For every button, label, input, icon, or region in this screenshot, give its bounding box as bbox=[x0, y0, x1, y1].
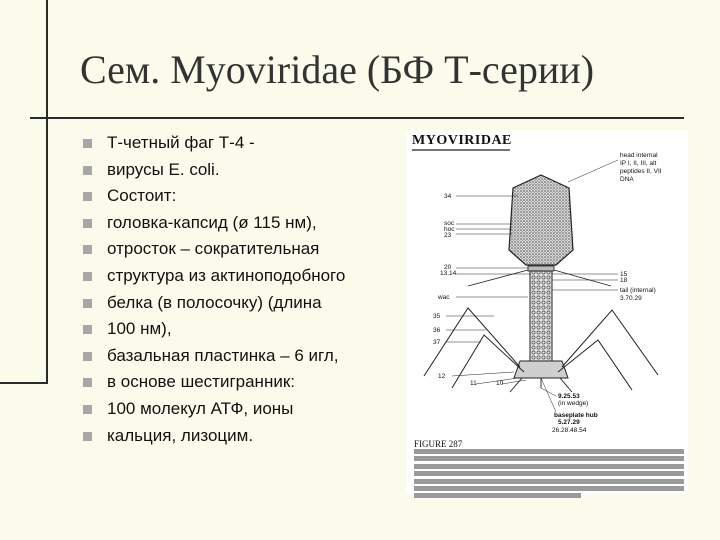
bullet-item: базальная пластинка – 6 игл, bbox=[83, 343, 345, 370]
short-fiber bbox=[510, 378, 522, 392]
figure-caption-heading: FIGURE 287 bbox=[414, 439, 463, 449]
label-in-wedge: (in wedge) bbox=[558, 400, 589, 407]
label-dna: DNA bbox=[620, 176, 634, 183]
capsid-head bbox=[509, 175, 573, 265]
whisker-right bbox=[554, 270, 611, 286]
label-tail-internal: tail (internal) bbox=[620, 287, 656, 294]
bullet-square-icon bbox=[83, 219, 92, 228]
figure-title: MYOVIRIDAE bbox=[412, 133, 512, 148]
bullet-square-icon bbox=[83, 405, 92, 414]
bullet-square-icon bbox=[83, 192, 92, 201]
bullet-item: 100 молекул АТФ, ионы bbox=[83, 396, 345, 423]
label-wac: wac bbox=[438, 294, 450, 301]
bullet-square-icon bbox=[83, 432, 92, 441]
bullet-item: в основе шестигранник: bbox=[83, 369, 345, 396]
label-18: 18 bbox=[620, 277, 628, 284]
label-23: 23 bbox=[444, 232, 452, 239]
label-10: 10 bbox=[496, 380, 504, 387]
bullet-item: Т-четный фаг Т-4 - bbox=[83, 130, 345, 157]
bullet-square-icon bbox=[83, 325, 92, 334]
label-soc: soc bbox=[444, 220, 455, 227]
bullet-square-icon bbox=[83, 352, 92, 361]
bullet-square-icon bbox=[83, 139, 92, 148]
collar bbox=[528, 266, 554, 271]
label-5-27-29: 5.27.29 bbox=[558, 419, 580, 426]
bullet-item: Состоит: bbox=[83, 183, 345, 210]
label-37: 37 bbox=[433, 339, 441, 346]
label-ip: IP I, II, III, alt bbox=[620, 160, 657, 167]
short-fiber bbox=[560, 378, 572, 392]
bullet-item: 100 нм), bbox=[83, 316, 345, 343]
bullet-item: головка-капсид (ø 115 нм), bbox=[83, 210, 345, 237]
label-12: 12 bbox=[438, 373, 446, 380]
bullet-square-icon bbox=[83, 299, 92, 308]
tail-fiber bbox=[452, 335, 524, 388]
label-35: 35 bbox=[433, 313, 441, 320]
tail-sheath bbox=[530, 271, 552, 361]
tail-fiber bbox=[558, 340, 632, 390]
figure-caption-body bbox=[414, 449, 684, 501]
bullet-item: кальция, лизоцим. bbox=[83, 423, 345, 450]
slide-title: Сем. Myoviridae (БФ Т-серии) bbox=[80, 47, 595, 92]
label-peptides: peptides II, VII bbox=[620, 168, 662, 175]
bullet-item: вирусы E. coli. bbox=[83, 157, 345, 184]
label-baseplate-hub: baseplate hub bbox=[554, 412, 598, 419]
leader-line bbox=[502, 380, 526, 384]
label-20: 20 bbox=[444, 264, 452, 271]
baseplate bbox=[514, 361, 568, 378]
bullet-square-icon bbox=[83, 378, 92, 387]
label-15: 15 bbox=[620, 271, 628, 278]
leader-line bbox=[568, 160, 618, 182]
bullet-square-icon bbox=[83, 245, 92, 254]
bullet-square-icon bbox=[83, 166, 92, 175]
label-11: 11 bbox=[470, 380, 477, 387]
whisker-left bbox=[468, 270, 528, 286]
title-divider bbox=[30, 117, 684, 119]
bullet-square-icon bbox=[83, 272, 92, 281]
tail-fiber bbox=[562, 310, 658, 375]
label-34: 34 bbox=[444, 193, 452, 200]
label-hoc: hoc bbox=[444, 226, 455, 233]
bullet-list bbox=[83, 130, 345, 449]
label-36: 36 bbox=[433, 327, 441, 334]
label-head-internal: head internal bbox=[620, 152, 658, 159]
label-9-25-53: 9.25.53 bbox=[558, 393, 580, 400]
bullet-item: белка (в полосочку) (длина bbox=[83, 290, 345, 317]
left-accent-bar bbox=[0, 0, 48, 384]
label-13-14: 13.14 bbox=[440, 270, 457, 277]
label-26-28-48-54: 26.28.48.54 bbox=[552, 427, 587, 434]
label-3-70-29: 3.70.29 bbox=[620, 295, 642, 302]
bullet-item: отросток – сократительная bbox=[83, 236, 345, 263]
bullet-item: структура из актиноподобного bbox=[83, 263, 345, 290]
